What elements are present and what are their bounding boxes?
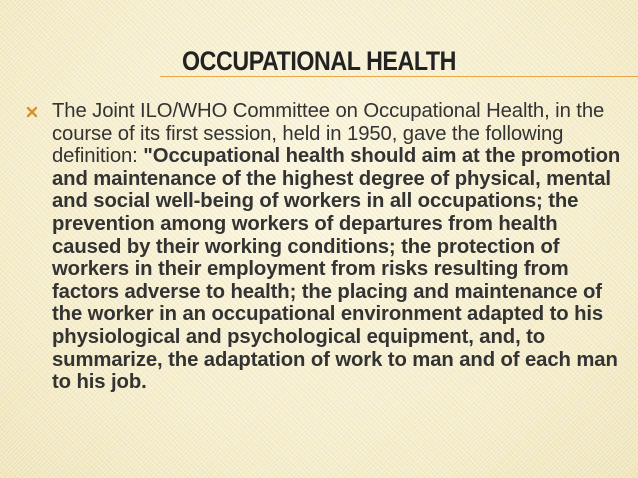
- x-mark-bullet-icon: [26, 106, 38, 118]
- slide-content: [24, 100, 624, 394]
- bullet-definition-text: "Occupational health should aim at the promotion and maintenance of the highest degree of physical, mental and social well-being of workers in all occupations; the prevention among workers of departures from health caused by their working conditions; the protection of workers in their employment from risks resulting from factors adverse to health; the placing and maintenance of the worker in an occupational environment adapted to his physiological and psychological equipment, and, to summarize, the adaptation of work to man and of each man to his job.: [52, 145, 621, 394]
- slide-title: OCCUPATIONAL HEALTH: [182, 46, 456, 76]
- bullet-text: [52, 100, 624, 394]
- bullet-item: [24, 100, 624, 394]
- x-mark-bullet-svg: [26, 106, 38, 118]
- title-underline: [160, 76, 638, 77]
- bullet-intro-text: The Joint ILO/WHO Committee on Occupational Health, in the course of its first session, held in 1950, gave the following definition:: [52, 100, 605, 168]
